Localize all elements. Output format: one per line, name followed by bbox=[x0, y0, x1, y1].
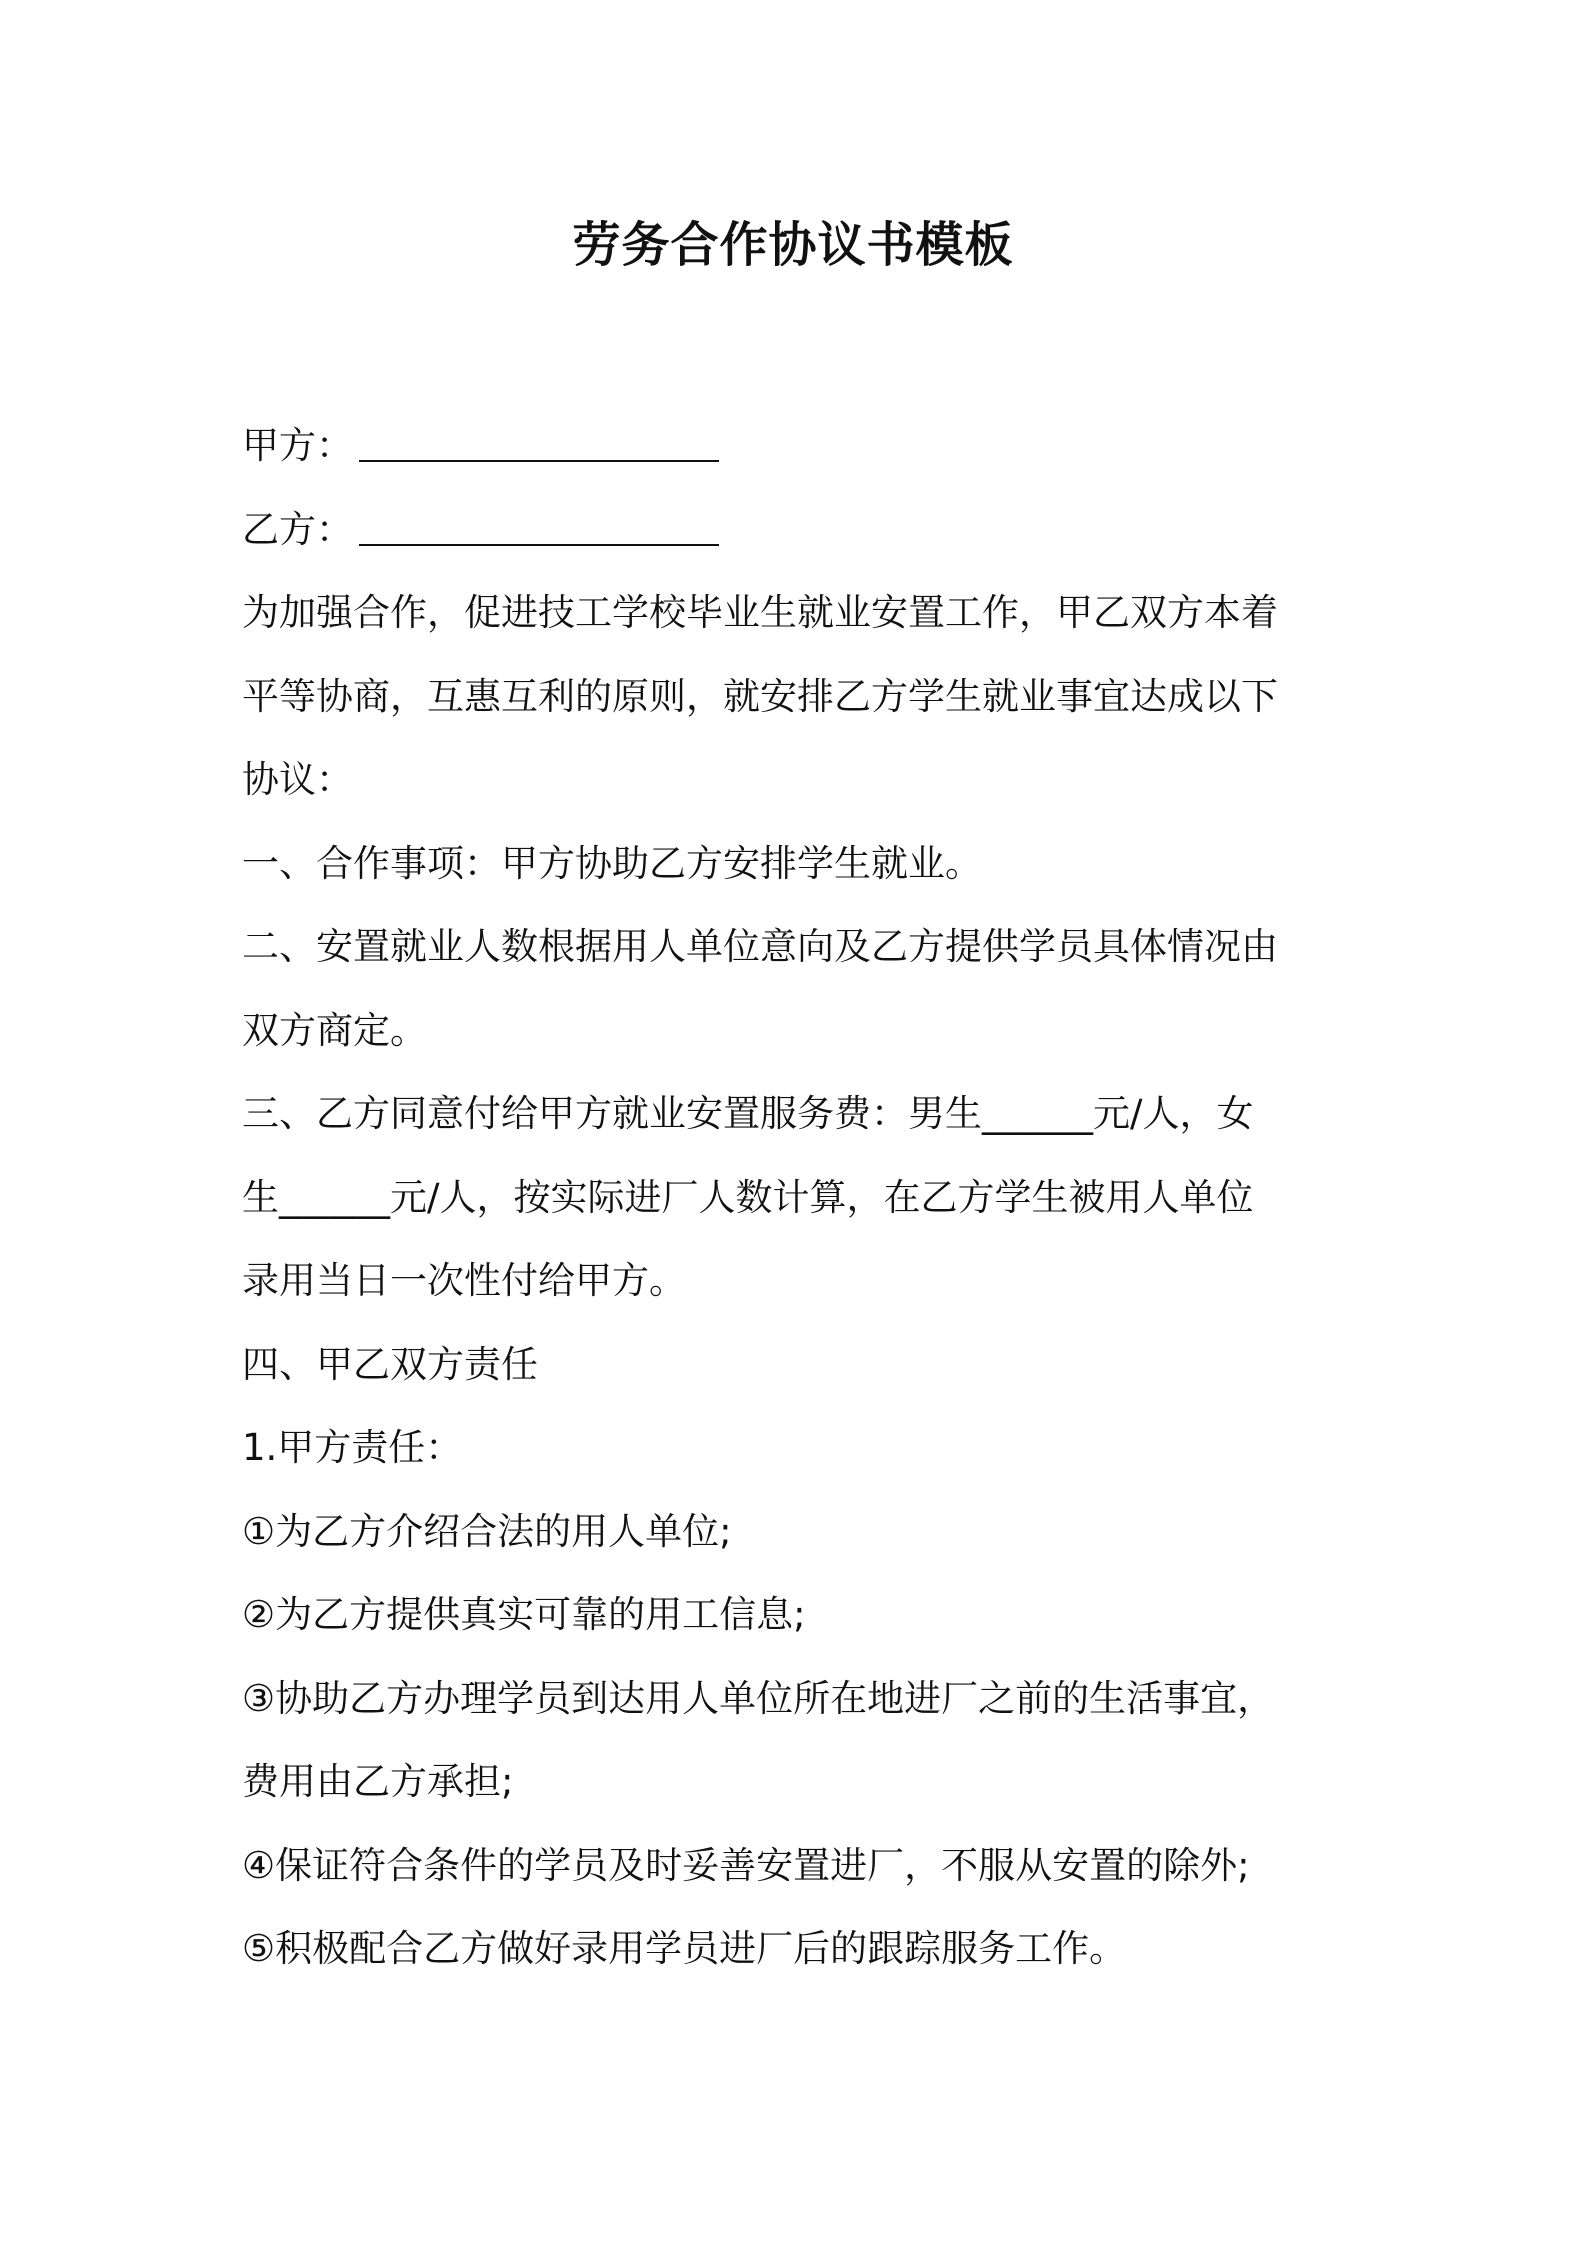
party-a-label: 甲方： bbox=[242, 424, 353, 467]
intro-line: 平等协商，互惠互利的原则，就安排乙方学生就业事宜达成以下 bbox=[242, 674, 1278, 718]
clause-1: 一、合作事项：甲方协助乙方安排学生就业。 bbox=[242, 841, 982, 885]
party-a-blank bbox=[359, 430, 719, 462]
duty-item: ③协助乙方办理学员到达用人单位所在地进厂之前的生活事宜， bbox=[242, 1676, 1275, 1720]
party-b-label: 乙方： bbox=[242, 507, 353, 551]
party-a-line bbox=[242, 404, 1352, 488]
clause-2-line: 双方商定。 bbox=[242, 1008, 427, 1052]
duty-item: ④保证符合条件的学员及时妥善安置进厂，不服从安置的除外; bbox=[242, 1843, 1250, 1887]
duty-item: ②为乙方提供真实可靠的用工信息; bbox=[242, 1593, 806, 1636]
duty-item-continued: 费用由乙方承担; bbox=[242, 1760, 514, 1803]
intro-line: 为加强合作，促进技工学校毕业生就业安置工作，甲乙双方本着 bbox=[242, 591, 1278, 634]
party-b-line bbox=[242, 488, 1352, 572]
party-a-duties-heading: 1.甲方责任： bbox=[242, 1426, 463, 1469]
document-title: 劳务合作协议书模板 bbox=[572, 217, 1014, 273]
clause-3-line: 录用当日一次性付给甲方。 bbox=[242, 1259, 686, 1302]
intro-line: 协议： bbox=[242, 758, 353, 801]
clause-2-line: 二、安置就业人数根据用人单位意向及乙方提供学员具体情况由 bbox=[242, 925, 1278, 968]
clause-3-line: 三、乙方同意付给甲方就业安置服务费：男生______元/人，女 bbox=[242, 1092, 1254, 1135]
document-body bbox=[242, 404, 1352, 1991]
clause-3-line: 生______元/人，按实际进厂人数计算，在乙方学生被用人单位 bbox=[242, 1175, 1254, 1219]
party-b-blank bbox=[359, 514, 719, 546]
duty-item: ①为乙方介绍合法的用人单位; bbox=[242, 1509, 732, 1553]
duty-item: ⑤积极配合乙方做好录用学员进厂后的跟踪服务工作。 bbox=[242, 1927, 1127, 1970]
clause-4-heading: 四、甲乙双方责任 bbox=[242, 1342, 538, 1386]
